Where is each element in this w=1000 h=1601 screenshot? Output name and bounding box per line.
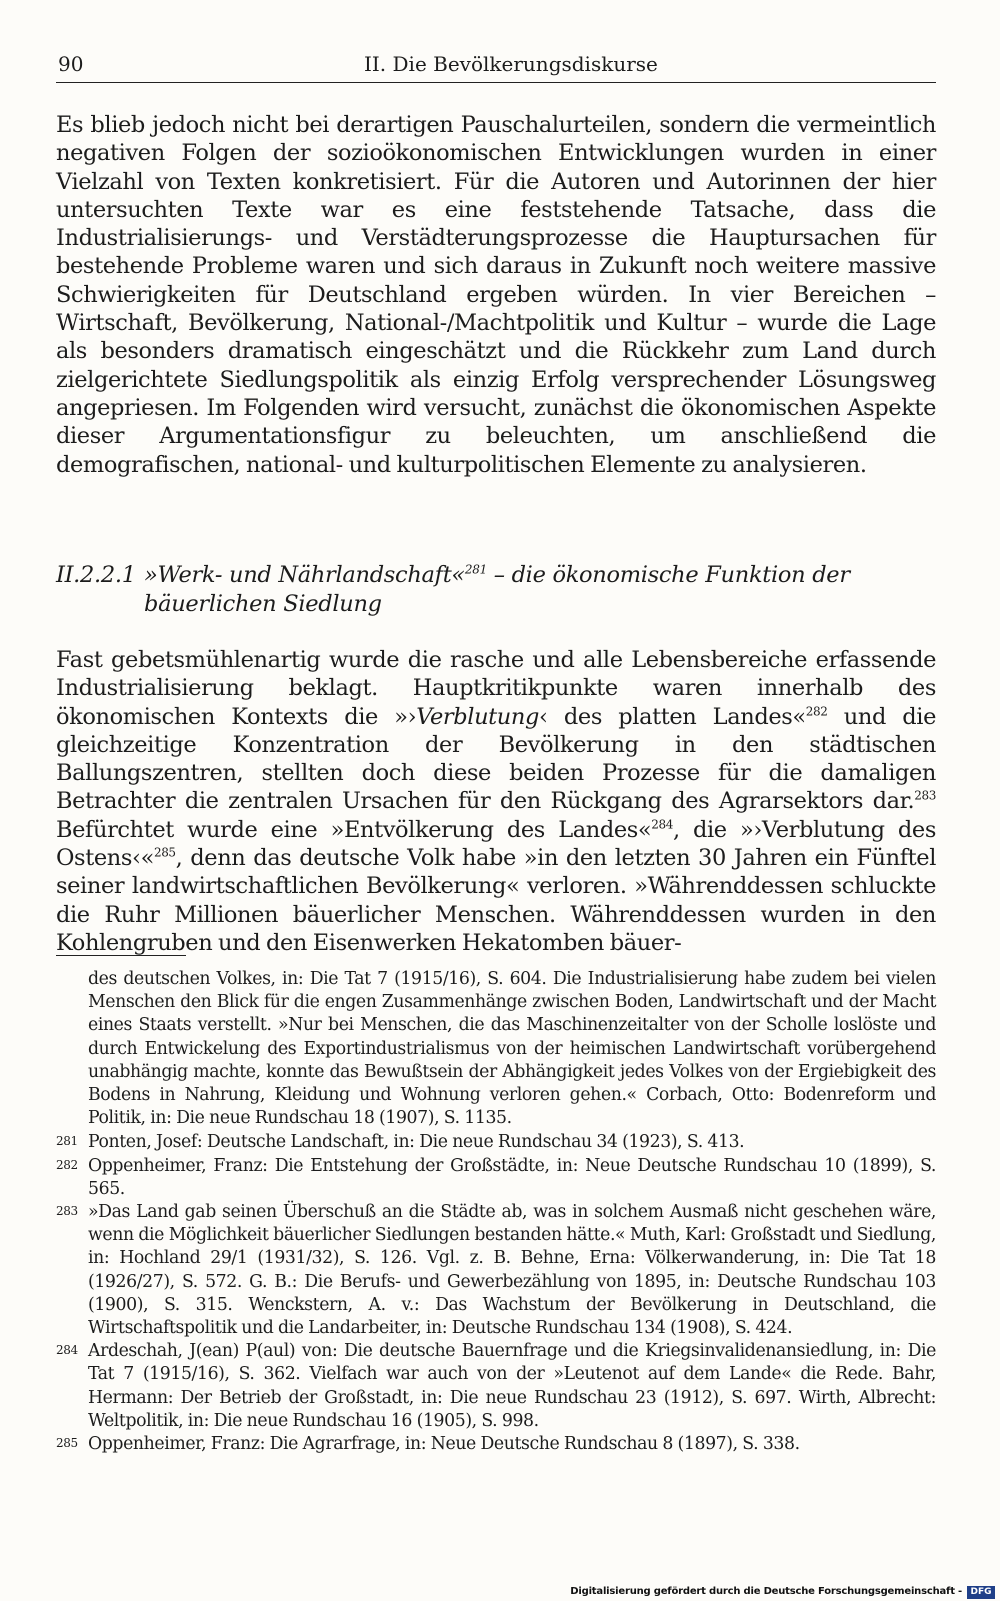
footnote-285 — [56, 1433, 936, 1456]
para2-text-3: und die gleichzeitige Konzentration der Bevölkerung in den städtischen Ballungszentren, stellten doch diese beiden Prozesse für die damaligen Betrachter die zentralen Ursachen für den Rückgang des Agrarsektors dar. — [56, 703, 936, 815]
footnote-divider — [56, 955, 186, 956]
footnote-text: Ardeschah, J(ean) P(aul) von: Die deutsche Bauernfrage und die Kriegsinvalidenansiedlung, in: Die Tat 7 (1915/16), S. 362. Vielfach war auch von der »Leutenot auf dem Lande« die Rede. Bahr, Hermann: Der Betrieb der Großstadt, in: Die neue Rundschau 23 (1912), S. 697. Wirth, Albrecht: Weltpolitik, in: Die neue Rundschau 16 (1905), S. 998. — [88, 1341, 936, 1431]
running-head: II. Die Bevölkerungsdiskurse — [364, 52, 658, 76]
para2-italic-term: Verblutung — [416, 703, 539, 730]
body-paragraph-2 — [56, 646, 936, 957]
footnote-283 — [56, 1201, 936, 1340]
footnotes — [56, 968, 936, 1456]
body-paragraph-1: Es blieb jedoch nicht bei derartigen Pauschalurteilen, sondern die vermeintlich negativen Folgen der sozioökonomischen Entwicklungen wurden in einer Vielzahl von Texten konkretisiert. Für die Autoren und Autorinnen der hier untersuchten Texte war es eine feststehende Tatsache, dass die Industrialisierungs- und Verstädterungsprozesse die Hauptursachen für bestehende Probleme waren und sich daraus in Zukunft noch weitere massive Schwierigkeiten für Deutschland ergeben würden. In vier Bereichen – Wirtschaft, Bevölkerung, National-/Machtpolitik und Kultur – wurde die Lage als besonders dramatisch eingeschätzt und die Rückkehr zum Land durch zielgerichtete Siedlungspolitik als einzig Erfolg versprechender Lösungsweg angepriesen. Im Folgenden wird versucht, zunächst die ökonomischen Aspekte dieser Argumentationsfigur zu beleuchten, um anschließend die demografischen, national- und kulturpolitischen Elemente zu analysieren. — [56, 112, 936, 478]
footnote-number: 282 — [56, 1157, 78, 1172]
footnote-282 — [56, 1155, 936, 1201]
footnote-text: Oppenheimer, Franz: Die Agrarfrage, in: Neue Deutsche Rundschau 8 (1897), S. 338. — [88, 1434, 800, 1455]
section-title-part-1: »Werk- und Nährlandschaft« — [144, 562, 465, 588]
footnote-number: 281 — [56, 1134, 78, 1149]
section-number: II.2.2.1 — [56, 562, 136, 588]
dfg-logo: DFG — [967, 1586, 995, 1599]
footnote-number: 285 — [56, 1436, 78, 1451]
footnote-ref-282[interactable]: 282 — [805, 704, 828, 719]
footnote-text: Oppenheimer, Franz: Die Entstehung der Großstädte, in: Neue Deutsche Rundschau 10 (1899), S. 565. — [88, 1155, 936, 1199]
footnote-ref-283[interactable]: 283 — [914, 788, 936, 803]
footnote-continued-text: des deutschen Volkes, in: Die Tat 7 (1915/16), S. 604. Die Industrialisierung habe zudem bei vielen Menschen den Blick für die engen Zusammenhänge zwischen Boden, Landwirtschaft und der Macht eines Staats verstellt. »Nur bei Menschen, die das Maschinenzeitalter von der Scholle loslöste und durch Entwickelung des Exportindustrialismus von der heimischen Landwirtschaft vorübergehend unabhängig machte, konnte das Bewußtsein der Abhängigkeit jedes Volkes von der Ergiebigkeit des Bodens in Nahrung, Kleidung und Wohnung verloren gehen.« Corbach, Otto: Bodenreform und Politik, in: Die neue Rundschau 18 (1907), S. 1135. — [88, 969, 936, 1129]
footnote-text: »Das Land gab seinen Überschuß an die Städte ab, was in solchem Ausmaß nicht geschehen wäre, wenn die Möglichkeit bäuerlicher Siedlungen bestanden hätte.« Muth, Karl: Großstadt und Siedlung, in: Hochland 29/1 (1931/32), S. 126. Vgl. z. B. Behne, Erna: Völkerwanderung, in: Die Tat 18 (1926/27), S. 572. G. B.: Die Berufs- und Gewerbezählung von 1895, in: Deutsche Rundschau 103 (1900), S. 315. Wenckstern, A. v.: Das Wachstum der Bevölkerung in Deutschland, die Wirtschaftspolitik und die Landarbeiter, in: Deutsche Rundschau 134 (1908), S. 424. — [88, 1202, 936, 1339]
page-header — [56, 50, 936, 83]
footnote-281 — [56, 1131, 936, 1154]
footnote-number: 283 — [56, 1204, 78, 1219]
digitization-credit: Digitalisierung gefördert durch die Deutsche Forschungsgemeinschaft - — [570, 1586, 962, 1597]
para2-text-6: , denn das deutsche Volk habe »in den letzten 30 Jahren ein Fünftel seiner landwirtschaftlichen Bevölkerung« verloren. »Währenddessen schluckte die Ruhr Millionen bäuerlicher Menschen. Währenddessen wurden in den Kohlengruben und den Eisenwerken Hekatomben bäuer- — [56, 845, 936, 956]
footnote-text: Ponten, Josef: Deutsche Landschaft, in: Die neue Rundschau 34 (1923), S. 413. — [88, 1132, 745, 1153]
footnote-ref-281[interactable]: 281 — [464, 562, 487, 577]
para2-text-2: ‹ des platten Landes« — [539, 703, 806, 730]
footnote-number: 284 — [56, 1343, 78, 1358]
footnote-284 — [56, 1340, 936, 1433]
section-title-part-2: – die ökonomische Funktion der bäuerlichen Siedlung — [144, 562, 850, 617]
para2-text-1: Fast gebetsmühlenartig wurde die rasche und alle Lebensbereiche erfassende Industrialisierung beklagt. Hauptkritikpunkte waren innerhalb des ökonomischen Kontexts die »› — [56, 647, 936, 730]
para2-text-4: Befürchtet wurde eine »Entvölkerung des Landes« — [56, 816, 652, 843]
footnote-ref-284[interactable]: 284 — [651, 817, 673, 832]
section-title — [144, 561, 934, 619]
page-number: 90 — [58, 52, 84, 76]
footnote-ref-285[interactable]: 285 — [153, 845, 176, 860]
para2-text-5: , die »›Verblutung des Ostens‹« — [56, 816, 936, 872]
footnote-continued — [56, 968, 936, 1130]
